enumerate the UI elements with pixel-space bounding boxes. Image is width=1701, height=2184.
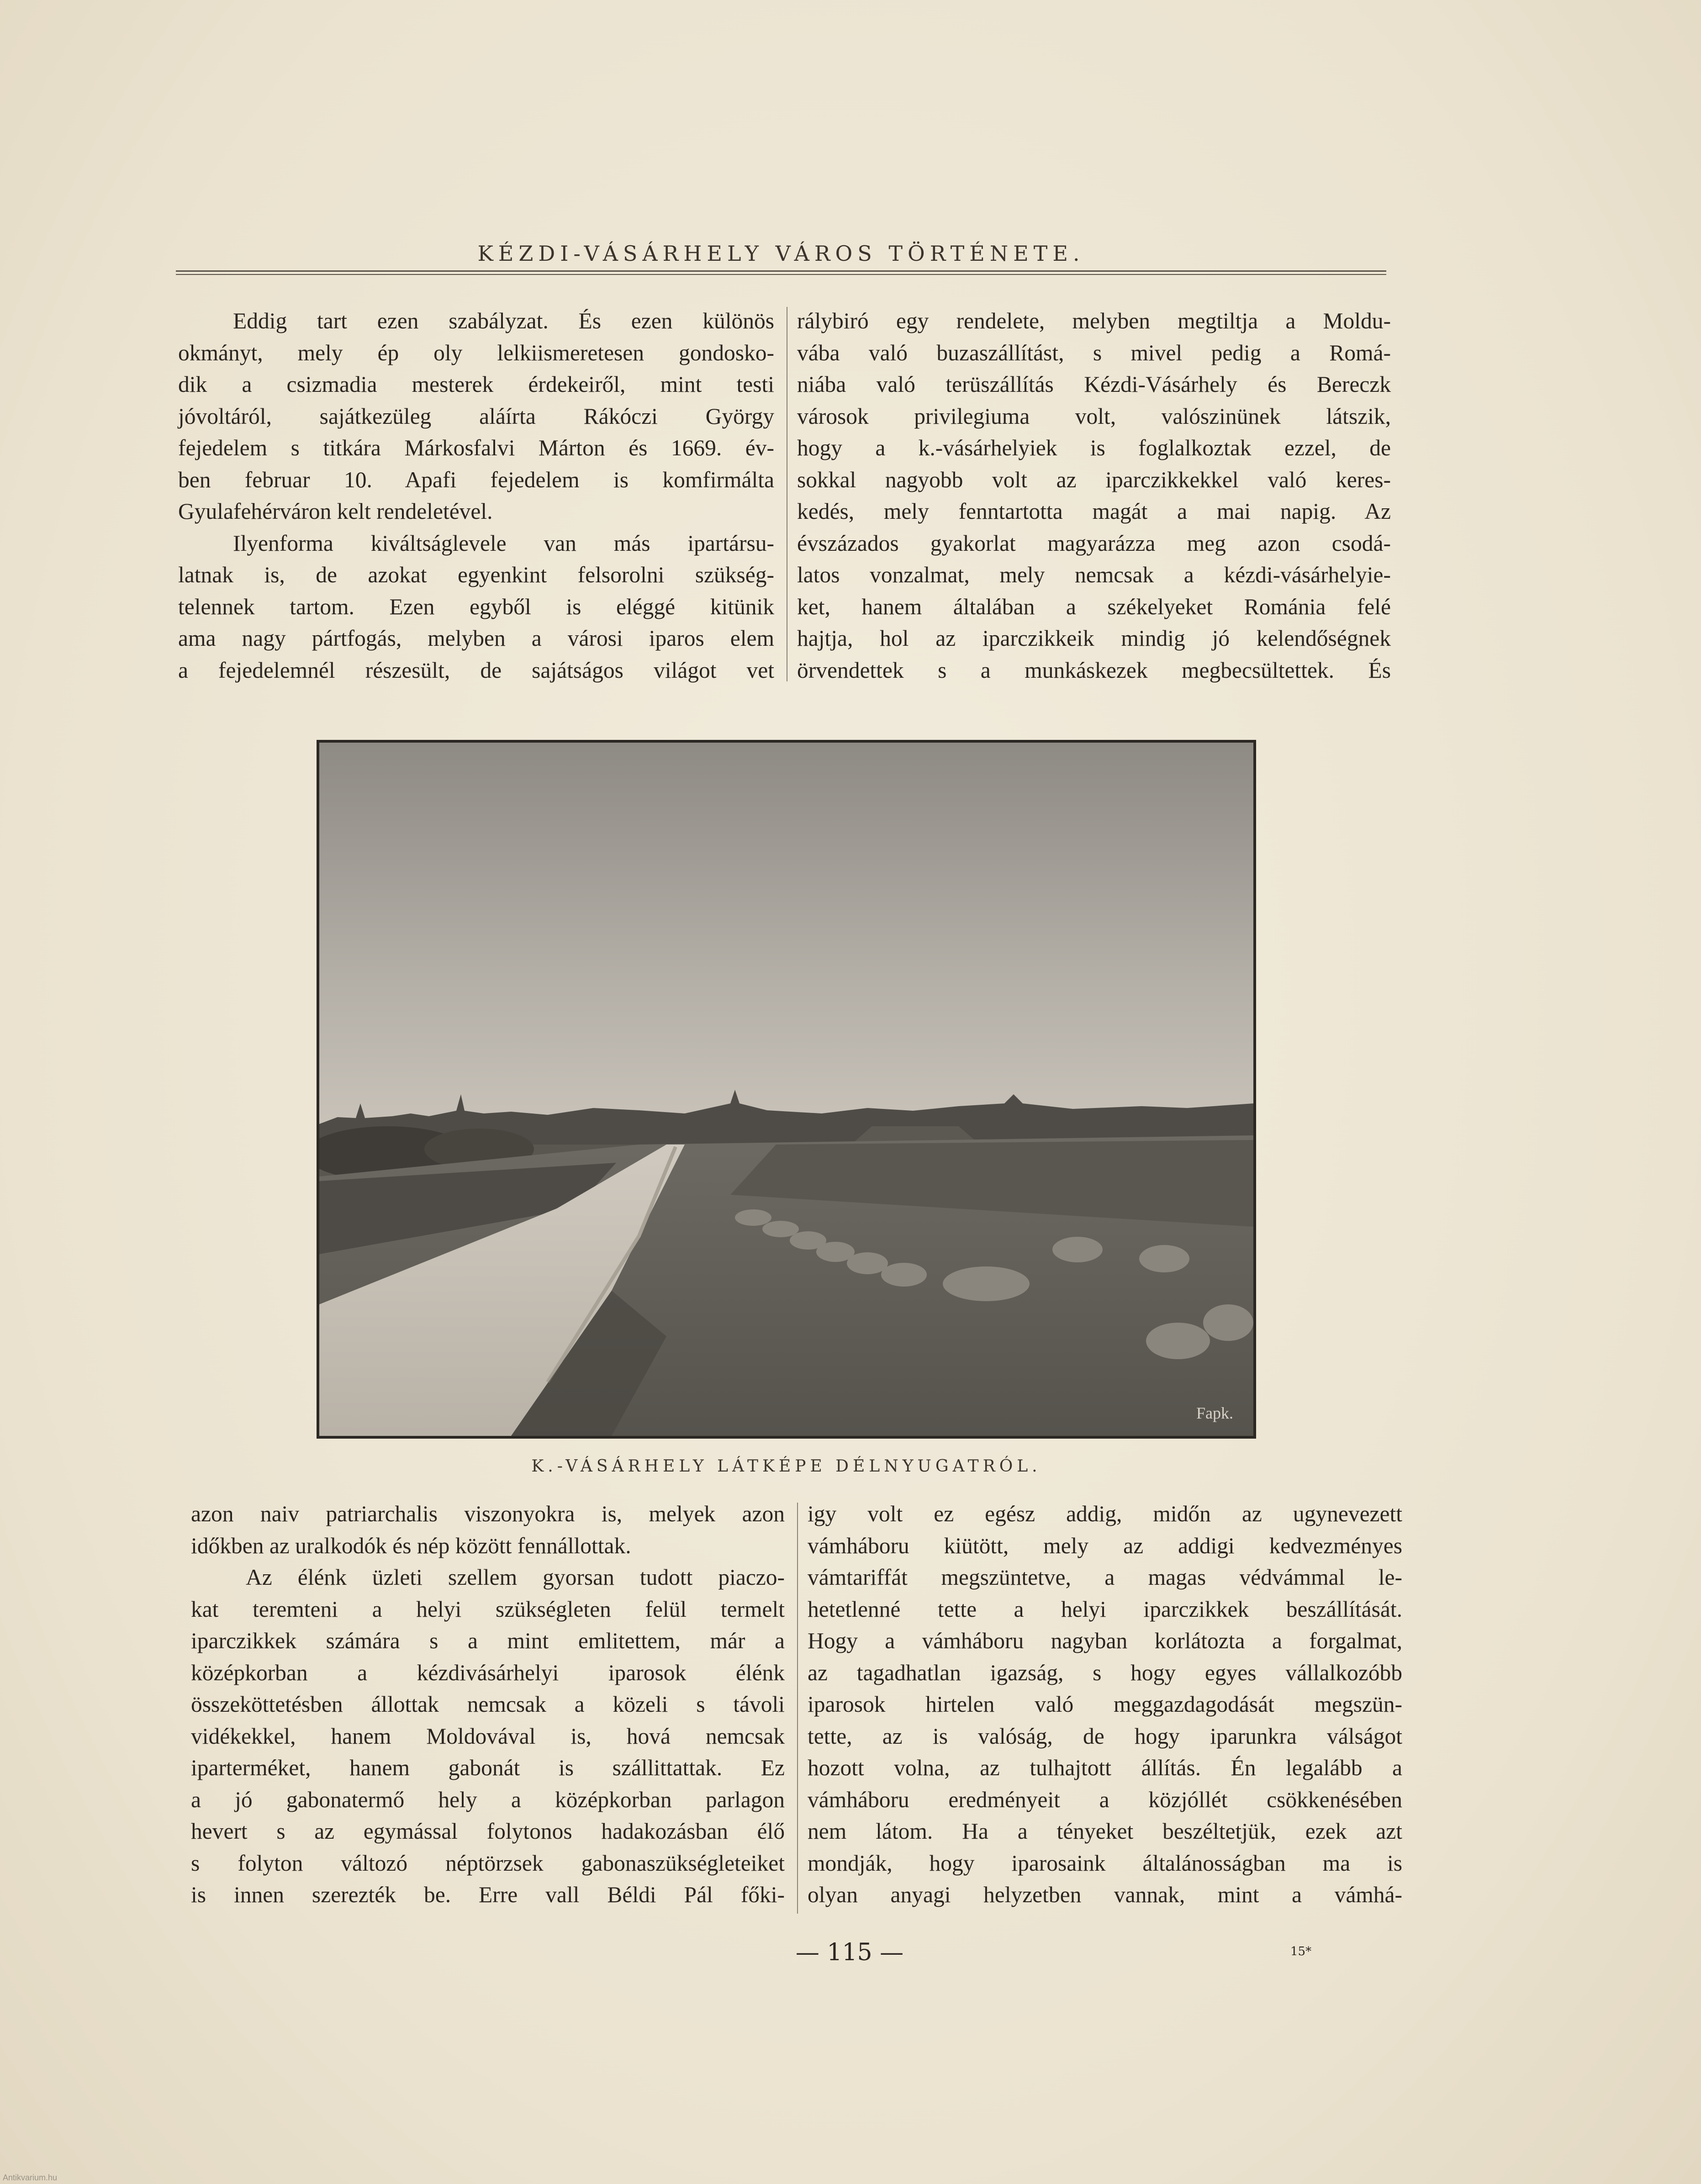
top-left-column-line: Gyulafehérváron kelt rendeletével. <box>178 499 493 524</box>
bottom-left-column-line: is innen szerezték be. Erre vall Béldi Pál főki- <box>191 1882 785 1907</box>
bottom-left-column-line: vidékekkel, hanem Moldovával is, hová nemcsak <box>191 1723 785 1749</box>
bottom-right-column-line: olyan anyagi helyzetben vannak, mint a vámhá- <box>808 1882 1402 1907</box>
top-left-column-line: a fejedelemnél részesült, de sajátságos világot vet <box>178 657 774 683</box>
bottom-left-column <box>191 1498 785 1911</box>
top-left-column-line: Ilyenforma kiváltságlevele van más ipartársu- <box>233 530 774 556</box>
top-right-column-line: örvendettek s a munkáskezek megbecsültettek. És <box>797 657 1391 683</box>
top-right-column-line: latos vonzalmat, mely nemcsak a kézdi-vásárhelyie- <box>797 562 1391 587</box>
top-left-column-line: fejedelem s titkára Márkosfalvi Márton és 1669. év- <box>178 435 774 460</box>
bottom-right-column-line: tette, az is valóság, de hogy iparunkra válságot <box>808 1723 1402 1749</box>
top-right-column-line: évszázados gyakorlat magyarázza meg azon csodá- <box>797 530 1391 556</box>
bottom-left-column-line: azon naiv patriarchalis viszonyokra is, melyek azon <box>191 1501 785 1526</box>
bottom-left-column-line: a jó gabonatermő hely a középkorban parlagon <box>191 1787 785 1812</box>
header-rule <box>176 270 1386 272</box>
bottom-left-column-line: középkorban a kézdivásárhelyi iparosok élénk <box>191 1660 785 1685</box>
bottom-left-column-line: iparterméket, hanem gabonát is szállittattak. Ez <box>191 1755 785 1780</box>
top-right-column-line: városok privilegiuma volt, valószinünek látszik, <box>797 403 1391 429</box>
bottom-right-column-line: iparosok hirtelen való meggazdagodását megszün- <box>808 1692 1402 1717</box>
page-number: — 115 — <box>795 1939 904 1966</box>
bottom-right-column-line: vámháboru kiütött, mely az addigi kedvezményes <box>808 1533 1402 1558</box>
top-left-column-line: ama nagy pártfogás, melyben a városi iparos elem <box>178 626 774 651</box>
bottom-right-column <box>808 1498 1402 1911</box>
bottom-right-column-line: az tagadhatlan igazság, s hogy egyes vállalkozóbb <box>808 1660 1402 1685</box>
bottom-right-column-line: vámtariffát megszüntetve, a magas védvámmal le- <box>808 1565 1402 1590</box>
landscape-photo-illustration <box>319 743 1253 1436</box>
top-right-column-line: hajtja, hol az iparczikkeik mindig jó kelendőségnek <box>797 626 1391 651</box>
landscape-photograph <box>317 740 1256 1439</box>
top-right-column-line: vába való buzaszállítást, s mivel pedig a Romá- <box>797 340 1391 365</box>
top-right-column <box>797 305 1391 686</box>
signature-mark: 15* <box>1290 1945 1312 1958</box>
bottom-right-column-line: nem látom. Ha a tényeket beszéltetjük, ezek azt <box>808 1819 1402 1844</box>
bottom-right-column-line: vámháboru eredményeit a közjóllét csökkenésében <box>808 1787 1402 1812</box>
top-right-column-line: niába való terüszállítás Kézdi-Vásárhely és Bereczk <box>797 372 1391 397</box>
bottom-left-column-line: hevert s az egymással folytonos hadakozásban élő <box>191 1819 785 1844</box>
top-left-column-line: Eddig tart ezen szabályzat. És ezen különös <box>233 308 774 333</box>
bottom-left-column-line: összeköttetésben állottak nemcsak a közeli s távoli <box>191 1692 785 1717</box>
top-right-column-line: hogy a k.-vásárhelyiek is foglalkoztak ezzel, de <box>797 435 1391 460</box>
top-right-column-line: sokkal nagyobb volt az iparczikkekkel való keres- <box>797 467 1391 492</box>
bottom-left-column-line: kat teremteni a helyi szükségleten felül termelt <box>191 1596 785 1622</box>
top-left-column-line: jóvoltáról, sajátkezüleg aláírta Rákóczi György <box>178 403 774 429</box>
bottom-right-column-line: igy volt ez egész addig, midőn az ugynevezett <box>808 1501 1402 1526</box>
bottom-right-column-line: hetetlenné tette a helyi iparczikkek beszállítását. <box>808 1596 1402 1622</box>
bottom-left-column-line: iparczikkek számára s a mint emlitettem, már a <box>191 1628 785 1653</box>
running-head: KÉZDI-VÁSÁRHELY VÁROS TÖRTÉNETE. <box>477 241 1085 266</box>
bottom-right-column-line: Hogy a vámháboru nagyban korlátozta a forgalmat, <box>808 1628 1402 1653</box>
top-left-column-line: telennek tartom. Ezen egyből is eléggé kitünik <box>178 594 774 619</box>
column-divider-bottom <box>797 1503 798 1914</box>
engraver-signature: Fapk. <box>1196 1404 1233 1422</box>
top-right-column-line: ket, hanem általában a székelyeket Románia felé <box>797 594 1391 619</box>
top-left-column-line: dik a csizmadia mesterek érdekeiről, mint testi <box>178 372 774 397</box>
header-rule-secondary <box>176 274 1386 275</box>
watermark: Antikvarium.hu <box>3 2173 58 2182</box>
top-left-column <box>178 305 774 686</box>
bottom-right-column-line: hozott volna, az tulhajtott állítás. Én legalább a <box>808 1755 1402 1780</box>
top-left-column-line: latnak is, de azokat egyenkint felsorolni szükség- <box>178 562 774 587</box>
bottom-left-column-line: Az élénk üzleti szellem gyorsan tudott piaczo- <box>246 1565 785 1590</box>
top-right-column-line: kedés, mely fenntartotta magát a mai napig. Az <box>797 499 1391 524</box>
figure-caption: K.-VÁSÁRHELY LÁTKÉPE DÉLNYUGATRÓL. <box>531 1457 1041 1476</box>
top-right-column-line: rálybiró egy rendelete, melyben megtiltja a Moldu- <box>797 308 1391 333</box>
bottom-right-column-line: mondják, hogy iparosaink általánosságban ma is <box>808 1850 1402 1876</box>
top-left-column-line: okmányt, mely ép oly lelkiismeretesen gondosko- <box>178 340 774 365</box>
bottom-left-column-line: időkben az uralkodók és nép között fennállottak. <box>191 1533 631 1558</box>
bottom-left-column-line: s folyton változó néptörzsek gabonaszükségleteiket <box>191 1850 785 1876</box>
top-left-column-line: ben februar 10. Apafi fejedelem is komfirmálta <box>178 467 774 492</box>
